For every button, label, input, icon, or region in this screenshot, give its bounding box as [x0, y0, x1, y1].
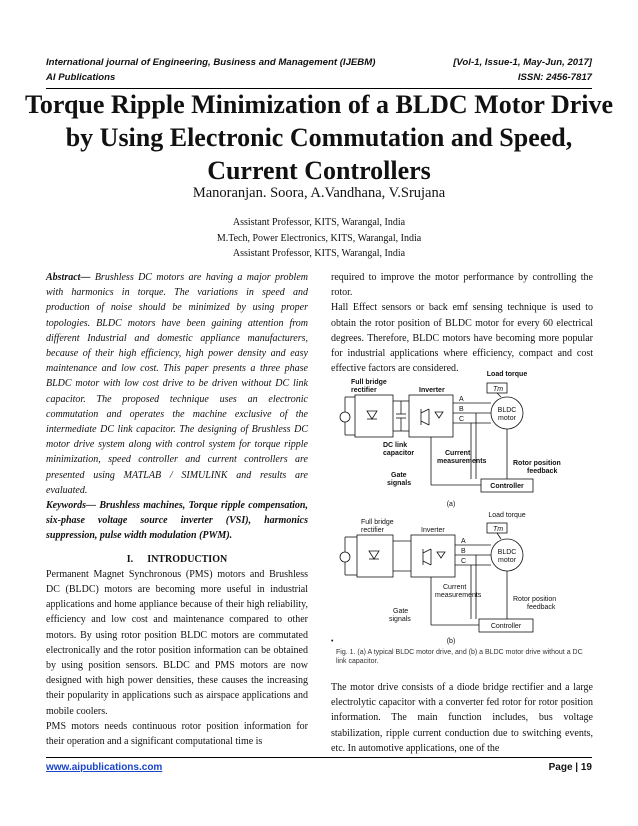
- footer: [46, 762, 592, 773]
- inverter-label-b: Inverter: [421, 527, 445, 534]
- intro-paragraph-2: PMS motors needs continuous rotor position information for their operation and a significant computational time is: [46, 720, 308, 748]
- gate-label-a: Gate: [391, 472, 407, 479]
- right-paragraph-2: Hall Effect sensors or back emf sensing technique is used to obtain the rotor position of BLDC motor for every 60 electrical degrees. Therefore, BLDC motors have becoming more popular for industrial applications where efficiency, compact and cost effective factors are considered.: [331, 302, 593, 375]
- signals-label-b: signals: [389, 616, 411, 623]
- ac-source-icon: [340, 412, 350, 422]
- inverter-label-a: Inverter: [419, 387, 445, 394]
- dc-link-label-a: DC link: [383, 442, 408, 449]
- current-label-a: Current: [445, 450, 471, 457]
- issn: ISSN: 2456-7817: [517, 72, 592, 83]
- authors: Manoranjan. Soora, A.Vandhana, V.Srujana: [192, 185, 446, 201]
- ac-source-icon-b: [340, 552, 350, 562]
- motor-label-b: motor: [498, 557, 516, 564]
- bldc-label-b: BLDC: [497, 549, 517, 556]
- phase-c-label-a: C: [459, 416, 465, 423]
- tm-label-b: Tm: [493, 526, 504, 533]
- gate-label-b: Gate: [393, 608, 409, 615]
- rectifier-box-b: [357, 535, 393, 577]
- left-column: [46, 270, 308, 749]
- figure-caption: Fig. 1. (a) A typical BLDC motor drive, and (b) a BLDC motor drive without a DC link capacitor.: [336, 649, 583, 665]
- keywords-text: Brushless machines, Torque ripple compensation, six-phase voltage source inverter (VSI), harmonics suppression, pulse width modulation (PWM).: [46, 500, 308, 542]
- phase-b-label-a: B: [459, 406, 464, 413]
- igbt-icon-b: [423, 549, 431, 565]
- publisher-url-link[interactable]: www.aipublications.com: [46, 762, 163, 773]
- publisher: AI Publications: [46, 72, 116, 83]
- bldc-drive-diagrams: [331, 367, 593, 647]
- paper-title: Torque Ripple Minimization of a BLDC Motor Drive by Using Electronic Commutation and Speed, Current Controllers: [24, 90, 614, 185]
- affiliation-1: Assistant Professor, KITS, Warangal, India: [232, 217, 406, 228]
- diagram-a: [340, 383, 533, 492]
- diagram-b: [340, 523, 533, 632]
- tag-b: (b): [446, 638, 456, 645]
- section-title: INTRODUCTION: [147, 553, 228, 565]
- inverter-box: [409, 395, 453, 437]
- rotor-position-label-a: Rotor position: [513, 460, 561, 467]
- affiliations: [20, 215, 618, 262]
- full-bridge-label-a: Full bridge: [351, 379, 387, 386]
- controller-label-b: Controller: [490, 623, 522, 630]
- tag-a: (a): [446, 501, 456, 508]
- feedback-label-a: feedback: [527, 468, 558, 475]
- keywords-label: Keywords—: [46, 500, 96, 512]
- phase-c-label-b: C: [461, 558, 467, 565]
- bldc-label-a: BLDC: [497, 407, 517, 414]
- right-paragraph-3: The motor drive consists of a diode bridge rectifier and a large electrolytic capacitor with a converter fed rotor for rotor position information. The main function includes, bus voltage stabilization, ripple current conduction due to switching events, etc. In automotive applications, one of the: [331, 682, 593, 754]
- section-number: I.: [126, 553, 134, 565]
- running-header-line-1: [46, 57, 592, 68]
- figure-1: [331, 367, 593, 677]
- intro-paragraph-1: Permanent Magnet Synchronous (PMS) motors and Brushless DC (BLDC) motors are becoming more useful in industrial applications and home appliance because of their high reliability, efficiency and low cost and maintenance compared to other motors. By using rotor position BLDC motors are commutated electronically and the rotor position information can be obtained by using position sensors. BLDC and PMS motors are now designed with high power densities, these causes the increasing their popularity in applications such as airspace applications and mobile coolers.: [46, 568, 308, 717]
- page-number: Page | 19: [548, 762, 592, 773]
- keywords: [46, 498, 308, 544]
- journal-name: International journal of Engineering, Business and Management (IJEBM): [46, 57, 376, 68]
- affiliation-2: M.Tech, Power Electronics, KITS, Warangal, India: [216, 232, 422, 244]
- figure-bullet: •: [331, 638, 334, 645]
- phase-a-label-b: A: [461, 538, 466, 545]
- signals-label-a: signals: [387, 480, 412, 487]
- measurements-label-b: measurements: [435, 592, 482, 599]
- igbt-icon: [421, 409, 429, 425]
- rectifier-label-a: rectifier: [351, 387, 377, 394]
- load-torque-label-b: Load torque: [488, 512, 526, 519]
- load-torque-label-a: Load torque: [486, 371, 528, 378]
- full-bridge-label-b: Full bridge: [361, 519, 394, 526]
- inverter-box-b: [411, 535, 455, 577]
- rotor-position-label-b: Rotor position: [513, 596, 557, 603]
- volume-info: [Vol-1, Issue-1, May-Jun, 2017]: [453, 57, 592, 68]
- running-header-line-2: [46, 72, 592, 83]
- right-column-lower: [331, 680, 593, 756]
- right-column: [331, 270, 593, 376]
- feedback-label-b: feedback: [527, 604, 556, 611]
- section-heading: [46, 552, 308, 567]
- motor-label-a: motor: [498, 415, 516, 422]
- abstract-label: Abstract—: [46, 272, 91, 283]
- abstract-text: Brushless DC motors are having a major problem with harmonics in torque. The variations in speed and production of noise should be minimized by using proper topologies. BLDC motors have been gaining attention from different Industrial and domestic appliance manufacturers, because of their high efficiency, high power density and easy maintenance and low cost. This paper presents a three phase BLDC motor with low cost drive to be driven without DC link capacitor. The proposed technique uses an electronic commutation and operates the machine exclusive of the intermediate DC link capacitor. The designing of Brushless DC motor drive system along with control system for torque ripple minimization, speed controller and current controllers are presented using MATLAB / SIMULINK and results are evaluated.: [46, 272, 308, 496]
- controller-label-a: Controller: [490, 483, 524, 490]
- current-label-b: Current: [443, 584, 467, 591]
- right-paragraph-1: required to improve the motor performance by controlling the rotor.: [331, 272, 593, 299]
- capacitor-label-a: capacitor: [383, 450, 415, 457]
- diode-icon-b: [369, 551, 379, 559]
- phase-a-label-a: A: [459, 396, 464, 403]
- affiliation-3: Assistant Professor, KITS, Warangal, India: [232, 248, 406, 259]
- tm-label-a: Tm: [493, 386, 504, 393]
- measurements-label-a: measurements: [437, 458, 487, 465]
- diode-icon: [367, 411, 377, 419]
- abstract: [46, 270, 308, 498]
- rectifier-label-b: rectifier: [361, 527, 384, 534]
- phase-b-label-b: B: [461, 548, 466, 555]
- footer-divider: [46, 757, 592, 758]
